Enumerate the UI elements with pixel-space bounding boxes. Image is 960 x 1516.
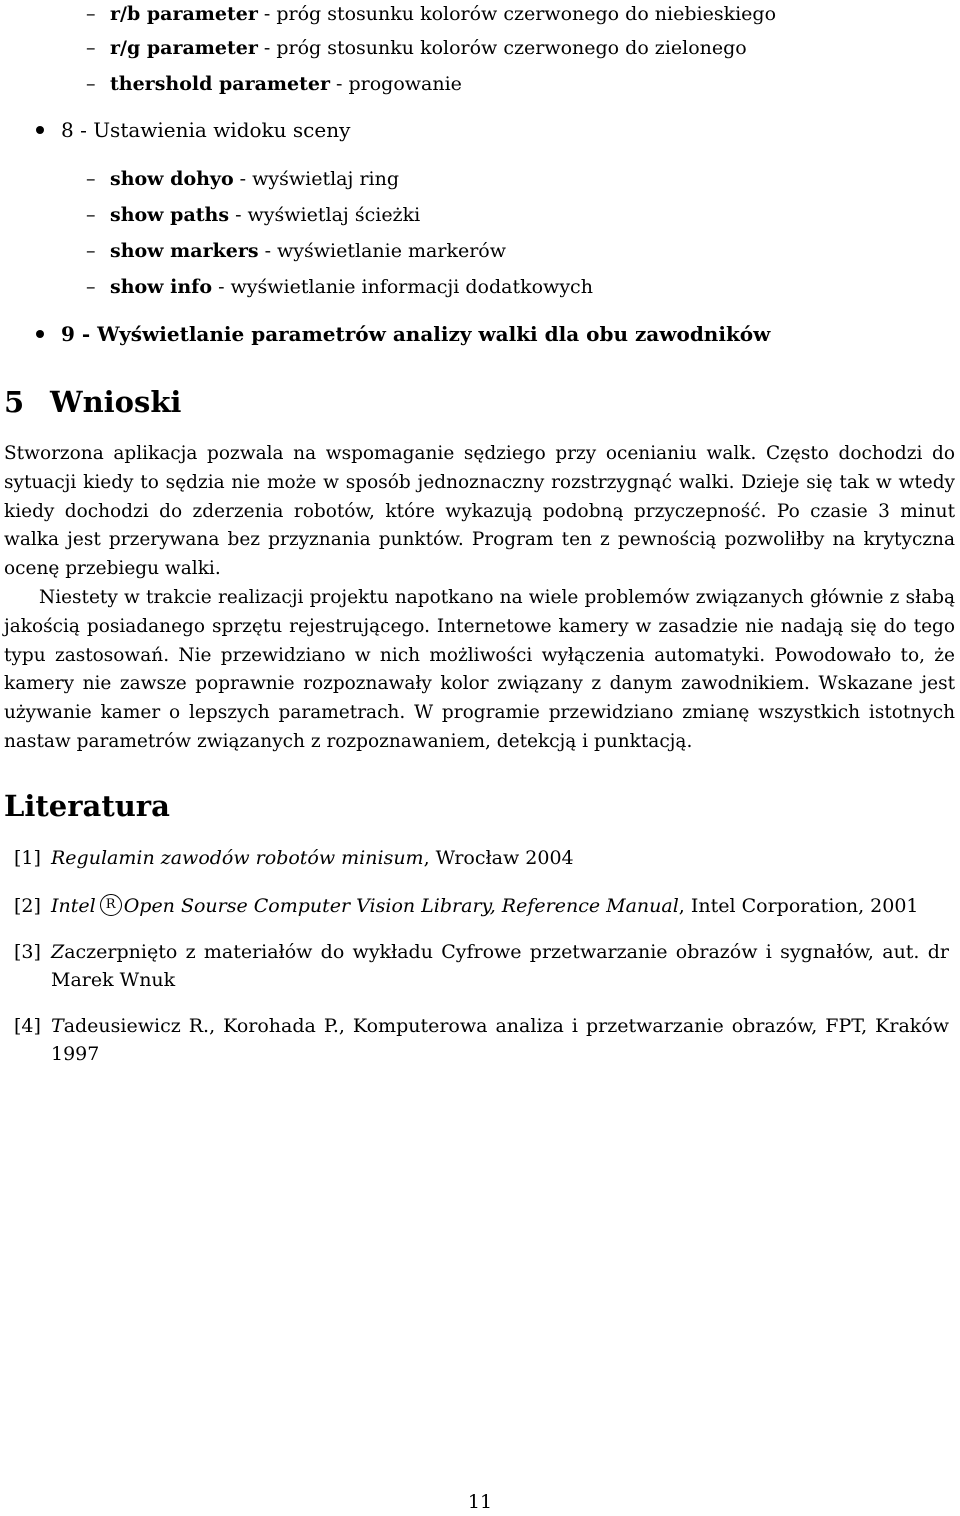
- option-key: show dohyo: [110, 168, 234, 190]
- bibliography-heading: Literatura: [4, 789, 170, 823]
- reference-details: aczerpnięto z materiałów do wykładu Cyfrowe przetwarzanie obrazów i sygnałów, aut. dr Marek Wnuk: [51, 941, 949, 991]
- param-key: r/b parameter: [110, 3, 258, 25]
- option-key: show paths: [110, 204, 230, 226]
- reference-title: Regulamin zawodów robotów minisum: [51, 847, 424, 869]
- option-desc: - wyświetlanie markerów: [258, 240, 506, 262]
- option-desc: - wyświetlanie informacji dodatkowych: [212, 276, 593, 298]
- dash-marker: –: [86, 3, 96, 25]
- item-9-label: 9 - Wyświetlanie parametrów analizy walki dla obu zawodników: [61, 322, 771, 346]
- reference-initial: Z: [51, 941, 65, 963]
- item-8-label: 8 - Ustawienia widoku sceny: [61, 118, 351, 142]
- reference-title-part: Intel: [51, 895, 96, 917]
- page-number: 11: [467, 1491, 493, 1513]
- dash-marker: –: [86, 276, 96, 298]
- paragraph: Stworzona aplikacja pozwala na wspomaganie sędziego przy ocenianiu walk. Często dochodzi do sytuacji kiedy to sędzia nie może w sposób jednoznaczny rozstrzygnąć walki. Dzieje się tak w wtedy kiedy dochodzi do zderzenia robotów, które wykazują podobną przyczepność. Po czasie 3 minut walka jest przerywana bez przyznania punktów. Program ten z pewnością pozwoliłby na krytyczna ocenę przebiegu walki.: [4, 443, 955, 580]
- section-number: 5: [4, 385, 25, 419]
- option-key: show markers: [110, 240, 259, 262]
- paragraph: Niestety w trakcie realizacji projektu napotkano na wiele problemów związanych głównie z słabą jakością posiadanego sprzętu rejestrującego. Internetowe kamery w zasadzie nie nadają się do tego typu zastosowań. Nie przewidziano w nich możliwości wyłączenia automatyki. Powodowało to, że kamery nie zawsze poprawnie rozpoznawały kolor związany z danym zawodnikiem. Wskazane jest używanie kamer o lepszych parametrach. W programie przewidziano zmianę wszystkich istotnych nastaw parametrów związanych z rozpoznawaniem, detekcją i punktacją.: [4, 587, 955, 752]
- param-key: thershold parameter: [110, 73, 330, 95]
- param-desc: - progowanie: [329, 73, 462, 95]
- section-heading: [4, 382, 181, 422]
- reference-details: adeusiewicz R., Korohada P., Komputerowa analiza i przetwarzanie obrazów, FPT, Kraków 1997: [51, 1015, 949, 1065]
- reference-details: , Wrocław 2004: [423, 847, 574, 869]
- bullet-icon: [36, 330, 44, 338]
- param-desc: - próg stosunku kolorów czerwonego do niebieskiego: [257, 3, 777, 25]
- dash-marker: –: [86, 168, 96, 190]
- reference-initial: T: [51, 1015, 64, 1037]
- dash-marker: –: [86, 37, 96, 59]
- section-title: Wnioski: [50, 385, 182, 419]
- reference-label: [3]: [14, 941, 41, 963]
- dash-marker: –: [86, 73, 96, 95]
- reference-title: Open Sourse Computer Vision Library, Reference Manual: [123, 895, 679, 917]
- reference-label: [4]: [14, 1015, 41, 1037]
- dash-marker: –: [86, 204, 96, 226]
- option-desc: - wyświetlaj ring: [233, 168, 399, 190]
- reference-label: [2]: [14, 895, 41, 917]
- param-key: r/g parameter: [110, 37, 258, 59]
- param-desc: - próg stosunku kolorów czerwonego do zielonego: [257, 37, 747, 59]
- dash-marker: –: [86, 240, 96, 262]
- registered-icon: R: [100, 894, 122, 916]
- reference-label: [1]: [14, 847, 41, 869]
- option-key: show info: [110, 276, 213, 298]
- bullet-icon: [36, 126, 44, 134]
- reference-details: , Intel Corporation, 2001: [678, 895, 919, 917]
- option-desc: - wyświetlaj ścieżki: [229, 204, 421, 226]
